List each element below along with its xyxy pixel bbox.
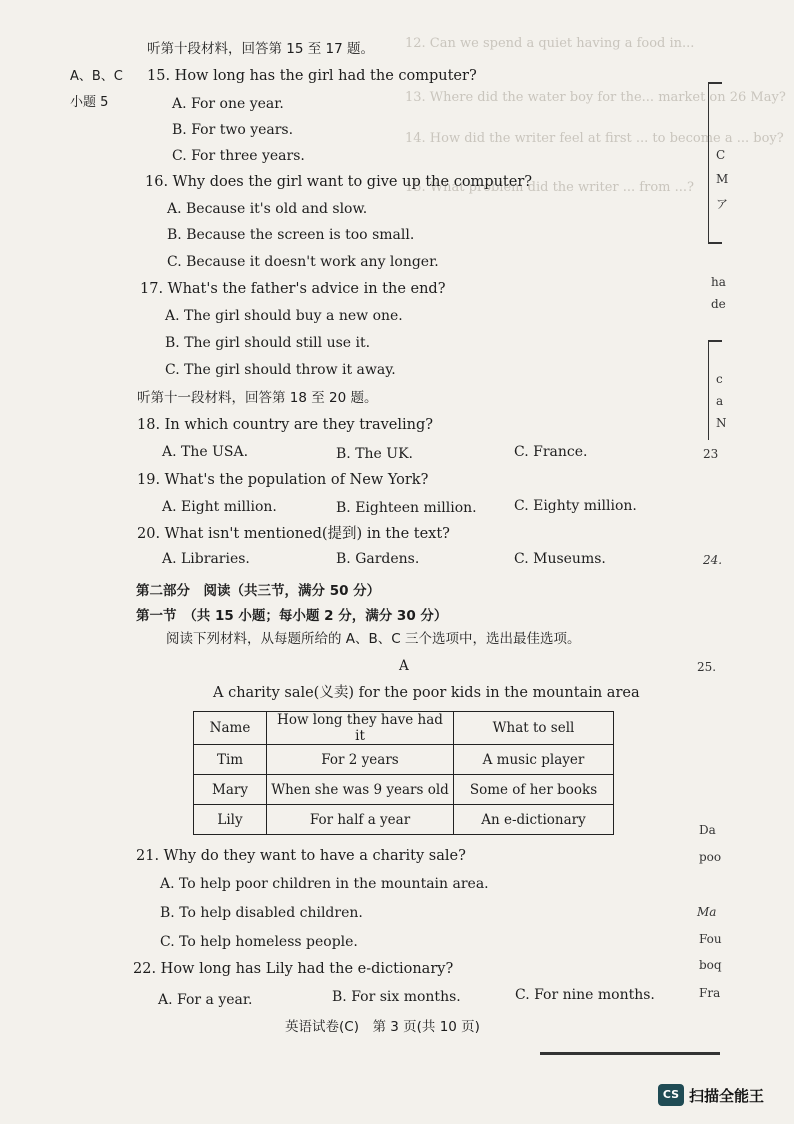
table-cell: An e-dictionary (454, 805, 614, 835)
question-22 (133, 960, 453, 978)
question-text: How long has Lily had the e-dictionary? (160, 961, 454, 977)
right-frame-tick (708, 82, 722, 84)
ghost-line: 13. Where did the water boy for the... market on 26 May? (405, 90, 786, 105)
option-b: B. Eighteen million. (336, 500, 477, 516)
option-b: B. For two years. (172, 122, 294, 138)
question-text: What's the population of New York? (164, 472, 429, 488)
option-b: B. Gardens. (336, 551, 420, 567)
margin-text: 小题 5 (70, 95, 109, 110)
option-c: C. Museums. (514, 551, 606, 567)
option-a: A. The USA. (162, 444, 249, 460)
question-18 (137, 416, 433, 434)
right-fragment: Da (699, 823, 716, 837)
right-frame-tick (708, 340, 722, 342)
option-c: C. Because it doesn't work any longer. (167, 254, 439, 270)
right-fragment: N (716, 416, 727, 430)
question-text: How long has the girl had the computer? (174, 68, 477, 84)
right-frame-tick (708, 242, 722, 244)
question-number: 15. (147, 68, 171, 84)
table-cell: For 2 years (267, 745, 454, 775)
option-a: A. For one year. (172, 96, 284, 112)
right-fragment: 25. (697, 660, 717, 674)
right-frame-line (708, 340, 709, 440)
right-fragment: poo (699, 850, 722, 864)
question-number: 22. (133, 961, 157, 977)
option-a: A. Libraries. (162, 551, 250, 567)
option-c: C. For nine months. (515, 987, 655, 1003)
option-b: B. The UK. (336, 446, 413, 462)
table-header-cell: Name (194, 712, 267, 745)
right-fragment: ア (716, 197, 729, 211)
option-c: C. For three years. (172, 148, 305, 164)
reading-instruction: 阅读下列材料，从每题所给的 A、B、C 三个选项中，选出最佳选项。 (166, 631, 581, 647)
question-number: 20. (137, 526, 161, 542)
right-fragment: 23 (703, 447, 719, 461)
charity-table (193, 711, 614, 835)
question-number: 18. (137, 417, 161, 433)
ghost-line: 12. Can we spend a quiet having a food in... (405, 36, 695, 51)
table-cell: For half a year (267, 805, 454, 835)
part-heading: 第二部分 阅读（共三节，满分 50 分） (136, 583, 381, 599)
question-text: What's the father's advice in the end? (167, 281, 446, 297)
table-header-cell: How long they have had it (267, 712, 454, 745)
right-fragment: Ma (697, 905, 717, 919)
question-20 (137, 525, 450, 543)
question-17 (140, 280, 446, 298)
section-instruction: 听第十一段材料，回答第 18 至 20 题。 (137, 390, 378, 406)
page-footer: 英语试卷(C) 第 3 页(共 10 页) (285, 1019, 480, 1035)
table-cell: Mary (194, 775, 267, 805)
option-b: B. The girl should still use it. (165, 335, 371, 351)
question-16 (145, 173, 532, 191)
margin-text: A、B、C (70, 69, 123, 84)
right-fragment: boq (699, 958, 722, 972)
table-cell: Lily (194, 805, 267, 835)
question-number: 16. (145, 174, 169, 190)
question-text: What isn't mentioned(提到) in the text? (164, 526, 450, 542)
table-row (194, 805, 614, 835)
question-text: Why do they want to have a charity sale? (163, 848, 466, 864)
question-text: Why does the girl want to give up the computer? (172, 174, 533, 190)
question-number: 21. (136, 848, 160, 864)
table-header-cell: What to sell (454, 712, 614, 745)
question-number: 17. (140, 281, 164, 297)
right-fragment: Fou (699, 932, 722, 946)
option-c: C. To help homeless people. (160, 934, 358, 950)
question-21 (136, 847, 466, 865)
right-fragment: M (716, 172, 729, 186)
camscanner-label: 扫描全能王 (689, 1087, 765, 1105)
option-c: C. France. (514, 444, 588, 460)
question-19 (137, 471, 428, 489)
section-heading: 第一节 （共 15 小题；每小题 2 分，满分 30 分） (136, 608, 448, 624)
right-fragment: C (716, 148, 726, 162)
right-fragment: 24. (703, 553, 723, 567)
table-row (194, 775, 614, 805)
option-c: C. Eighty million. (514, 498, 637, 514)
right-fragment: Fra (699, 986, 721, 1000)
table-cell: Some of her books (454, 775, 614, 805)
right-fragment: ha (711, 275, 726, 289)
option-b: B. For six months. (332, 989, 461, 1005)
right-frame-line (708, 82, 709, 242)
camscanner-logo: CS (658, 1084, 684, 1106)
table-cell: A music player (454, 745, 614, 775)
table-cell: Tim (194, 745, 267, 775)
option-a: A. Eight million. (162, 499, 277, 515)
option-a: A. Because it's old and slow. (167, 201, 368, 217)
option-b: B. To help disabled children. (160, 905, 363, 921)
right-fragment: a (716, 394, 724, 408)
table-header-row (194, 712, 614, 745)
table-row (194, 745, 614, 775)
right-fragment: de (711, 297, 726, 311)
option-a: A. To help poor children in the mountain area. (160, 876, 489, 892)
passage-title: A charity sale(义卖) for the poor kids in the mountain area (213, 685, 640, 701)
ghost-line: 15. What problem did the writer ... from ...? (405, 180, 694, 195)
right-fragment: c (716, 372, 723, 386)
ghost-line: 14. How did the writer feel at first ... to become a ... boy? (405, 131, 784, 146)
option-a: A. The girl should buy a new one. (165, 308, 403, 324)
option-a: A. For a year. (158, 992, 253, 1008)
divider (540, 1052, 720, 1055)
section-instruction: 听第十段材料，回答第 15 至 17 题。 (147, 41, 375, 57)
question-text: In which country are they traveling? (164, 417, 434, 433)
option-b: B. Because the screen is too small. (167, 227, 415, 243)
question-15 (147, 67, 477, 85)
option-c: C. The girl should throw it away. (165, 362, 396, 378)
table-cell: When she was 9 years old (267, 775, 454, 805)
question-number: 19. (137, 472, 161, 488)
passage-letter: A (399, 658, 409, 674)
